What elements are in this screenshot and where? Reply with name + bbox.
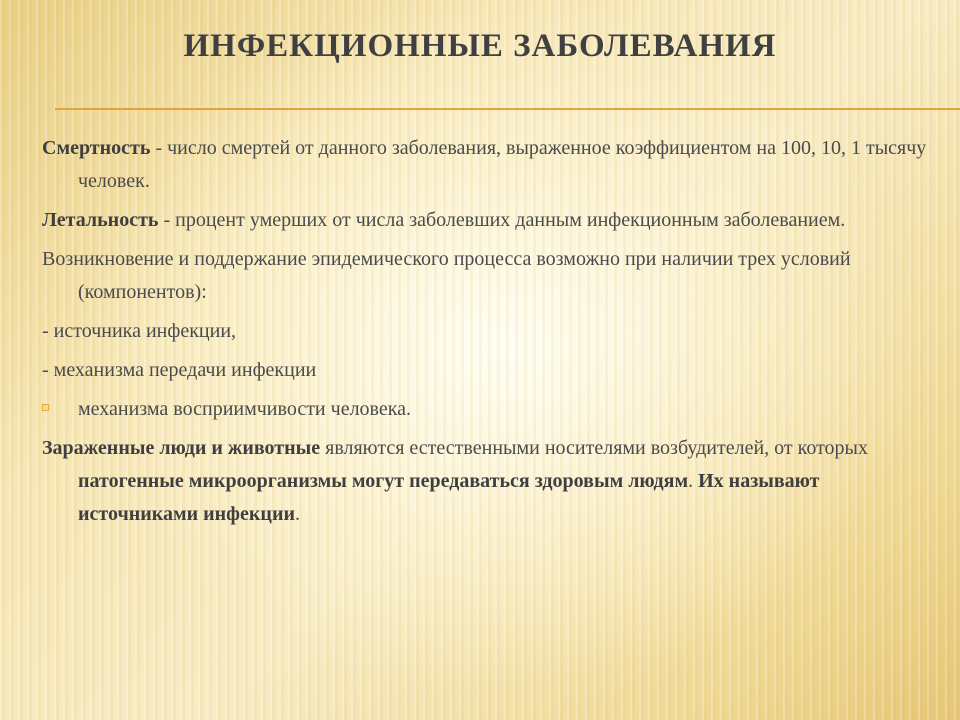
paragraph-epidemic-process: Возникновение и поддержание эпидемического процесса возможно при наличии трех условий (компонентов): xyxy=(42,248,851,303)
list-item-transmission-mechanism: - механизма передачи инфекции xyxy=(42,359,317,381)
list-item-infection-source: - источника инфекции, xyxy=(42,320,237,342)
term-infected-people-animals: Зараженные люди и животные xyxy=(42,437,321,459)
term-mortality: Смертность xyxy=(42,137,151,159)
susceptibility-text: механизма восприимчивости человека. xyxy=(78,398,412,420)
mortality-definition: - число смертей от данного заболевания, выраженное коэффициентом на 100, 10, 1 тысячу человек. xyxy=(78,137,927,192)
lethality-definition: - процент умерших от числа заболевших данным инфекционным заболеванием. xyxy=(158,209,846,231)
slide-body xyxy=(42,132,937,537)
end-punctuation: . xyxy=(295,503,300,525)
slide-title: ИНФЕКЦИОННЫЕ ЗАБОЛЕВАНИЯ xyxy=(183,28,777,64)
paragraph-mortality xyxy=(42,132,937,198)
term-lethality: Летальность xyxy=(42,209,159,231)
list-item-susceptibility xyxy=(42,393,937,426)
separator-text: . xyxy=(688,470,699,492)
infection-sources-emphasis: Их называют источниками инфекции xyxy=(78,470,820,525)
paragraph-lethality xyxy=(42,204,937,237)
square-bullet-icon xyxy=(42,404,49,411)
pathogens-emphasis: патогенные микроорганизмы могут передаваться здоровым людям xyxy=(78,470,689,492)
paragraph-infection-sources xyxy=(42,432,937,531)
carriers-text: являются естественными носителями возбудителей, от которых xyxy=(320,437,868,459)
title-divider xyxy=(55,108,960,110)
